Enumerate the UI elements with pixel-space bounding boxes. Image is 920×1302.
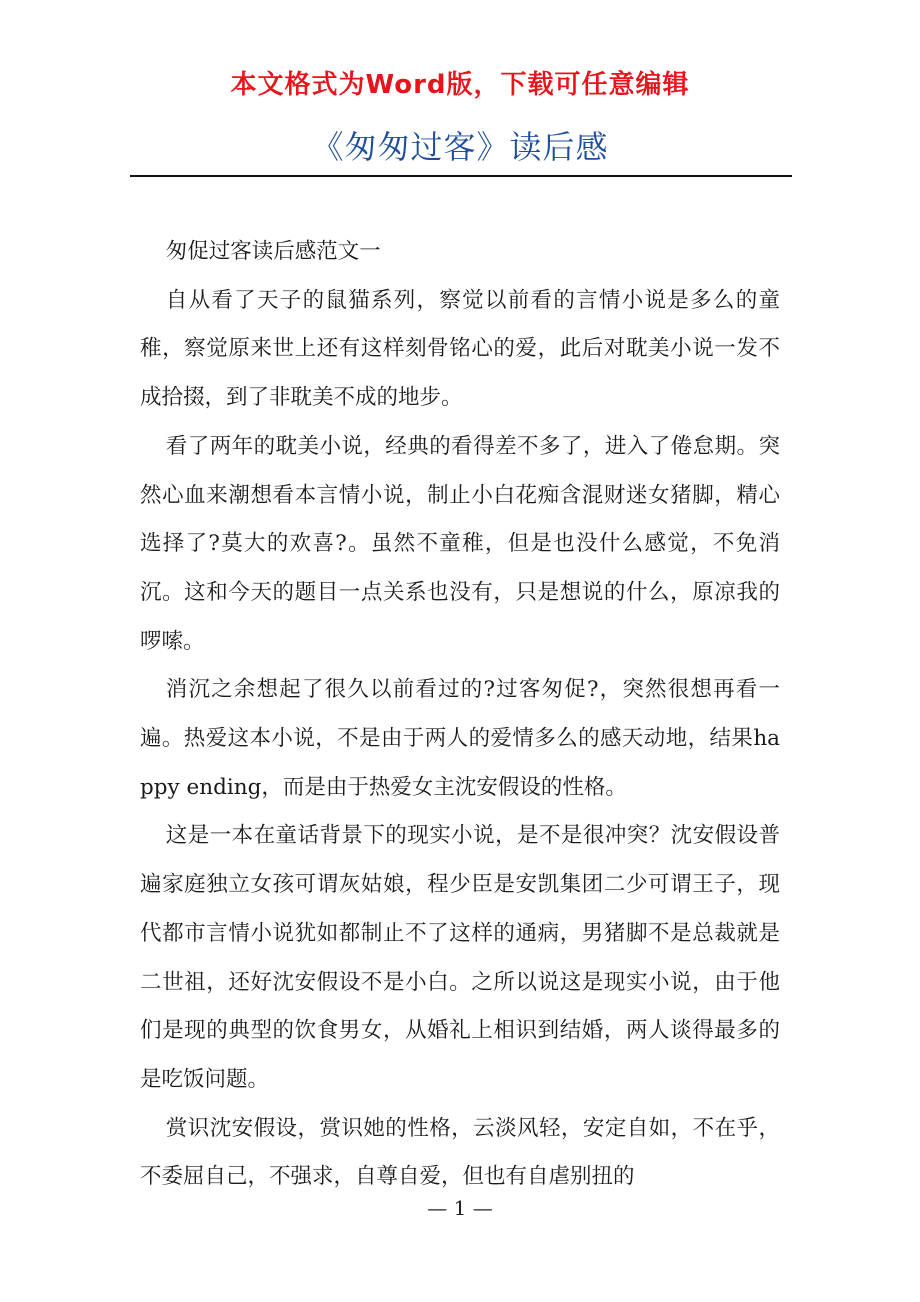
format-notice-banner: 本文格式为Word版，下载可任意编辑	[230, 70, 690, 100]
paragraph: 看了两年的耽美小说，经典的看得差不多了，进入了倦怠期。突然心血来潮想看本言情小说，制止小白花痴含混财迷女猪脚，精心选择了?莫大的欢喜?。虽然不童稚，但是也没什么感觉，不免消沉。这和今天的题目一点关系也没有，只是想说的什么，原凉我的啰嗦。	[140, 433, 780, 654]
paragraph: 自从看了天子的鼠猫系列，察觉以前看的言情小说是多么的童稚，察觉原来世上还有这样刻骨铭心的爱，此后对耽美小说一发不成拾掇，到了非耽美不成的地步。	[140, 287, 780, 411]
title-divider	[130, 175, 792, 177]
paragraph: 消沉之余想起了很久以前看过的?过客匆促?，突然很想再看一遍。热爱这本小说，不是由于两人的爱情多么的感天动地，结果happy ending，而是由于热爱女主沈安假设的性格。	[140, 677, 780, 800]
document-title: 《匆匆过客》读后感	[311, 128, 609, 166]
paragraph: 赏识沈安假设，赏识她的性格，云淡风轻，安定自如，不在乎，不委屈自己，不强求，自尊自爱，但也有自虐别扭的	[140, 1115, 780, 1190]
document-body	[140, 228, 780, 1202]
page-number: — 1 —	[427, 1196, 493, 1220]
paragraph: 匆促过客读后感范文一	[165, 239, 381, 264]
paragraph: 这是一本在童话背景下的现实小说，是不是很冲突？沈安假设普遍家庭独立女孩可谓灰姑娘，程少臣是安凯集团二少可谓王子，现代都市言情小说犹如都制止不了这样的通病，男猪脚不是总裁就是二世祖，还好沈安假设不是小白。之所以说这是现实小说，由于他们是现的典型的饮食男女，从婚礼上相识到结婚，两人谈得最多的是吃饭问题。	[140, 823, 780, 1092]
